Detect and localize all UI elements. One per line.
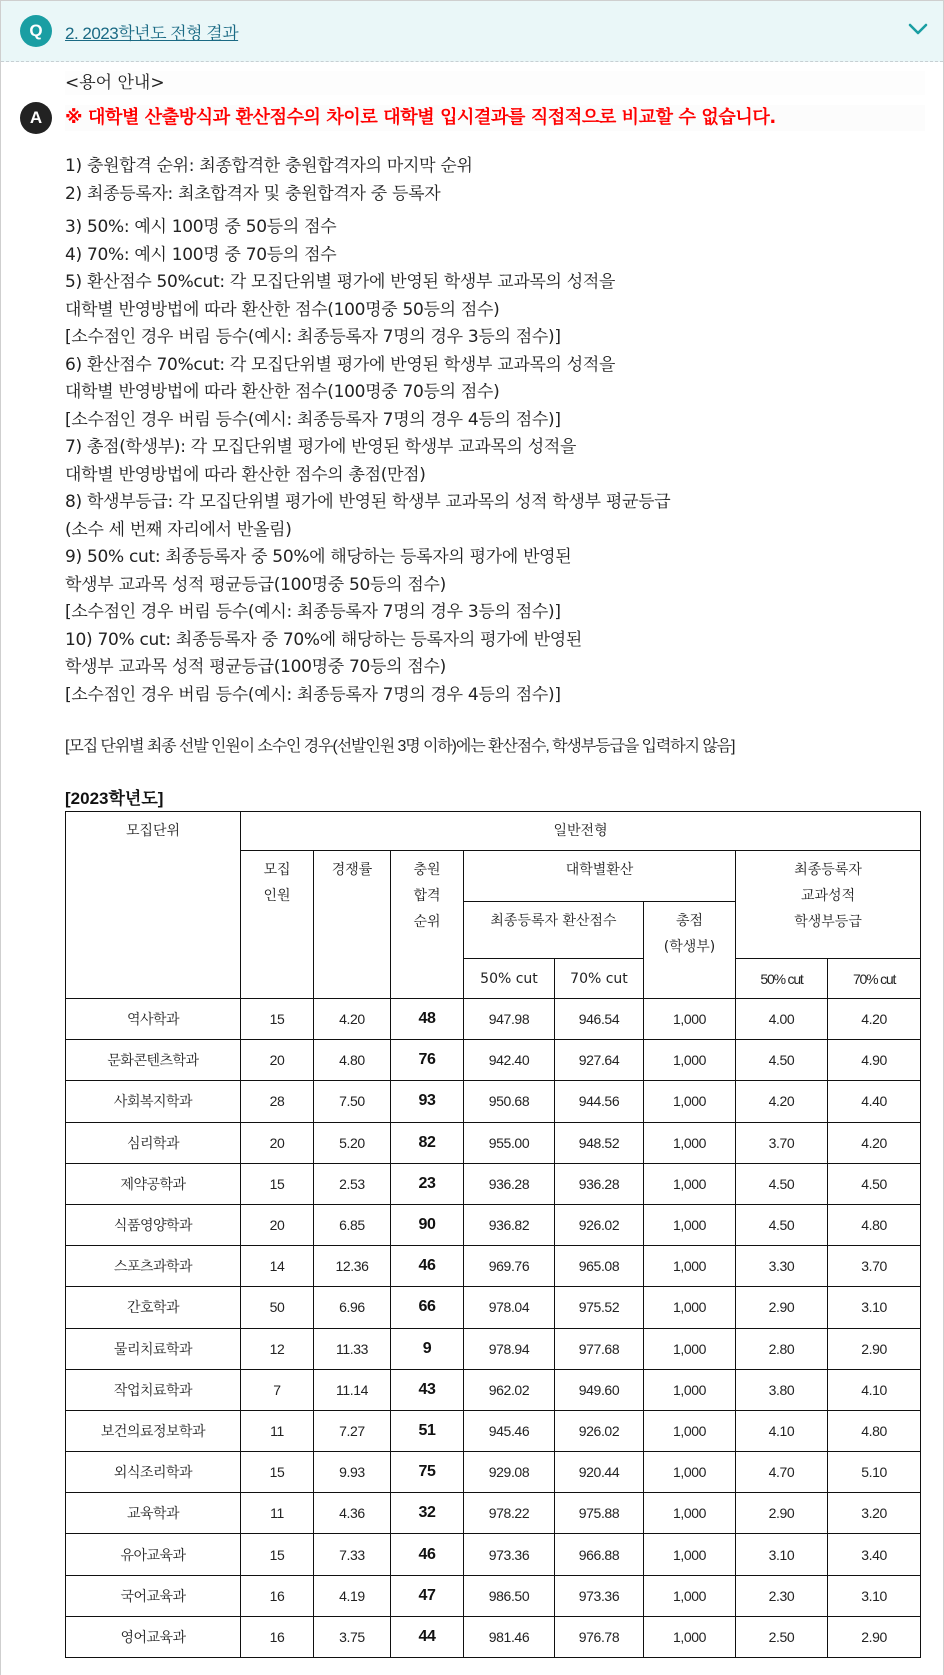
score-cut50-cell: 973.36	[464, 1534, 555, 1575]
waitlist-rank-cell: 32	[391, 1493, 464, 1534]
total-score-cell: 1,000	[644, 1369, 736, 1410]
competition-cell: 5.20	[314, 1122, 391, 1163]
score-cut50-cell: 978.94	[464, 1328, 555, 1369]
score-cut50-cell: 936.28	[464, 1163, 555, 1204]
definition-line: 대학별 반영방법에 따라 환산한 점수(100명중 70등의 점수)	[65, 382, 500, 402]
grade-cut50-cell: 2.30	[736, 1575, 828, 1616]
header-unit: 모집단위	[66, 812, 241, 999]
header-score-cut50: 50% cut	[464, 959, 555, 999]
answer-body	[65, 63, 925, 1658]
definition-line: 5) 환산점수 50%cut: 각 모집단위별 평가에 반영된 학생부 교과목의 성적을	[65, 272, 616, 292]
grade-cut50-cell: 4.50	[736, 1204, 828, 1245]
grade-cut50-cell: 4.50	[736, 1163, 828, 1204]
table-row	[66, 1163, 921, 1204]
competition-cell: 11.14	[314, 1369, 391, 1410]
definition-line: 6) 환산점수 70%cut: 각 모집단위별 평가에 반영된 학생부 교과목의 성적을	[65, 354, 616, 375]
quota-cell: 15	[241, 1452, 314, 1493]
unit-cell: 물리치료학과	[66, 1328, 241, 1369]
waitlist-rank-cell: 44	[391, 1616, 464, 1657]
waitlist-rank-cell: 43	[391, 1369, 464, 1410]
grade-cut50-cell: 4.20	[736, 1081, 828, 1122]
score-cut70-cell: 965.08	[555, 1246, 644, 1287]
competition-cell: 9.93	[314, 1452, 391, 1493]
total-score-cell: 1,000	[644, 1040, 736, 1081]
unit-cell: 영어교육과	[66, 1616, 241, 1657]
table-row	[66, 1287, 921, 1328]
waitlist-rank-cell: 23	[391, 1163, 464, 1204]
unit-cell: 식품영양학과	[66, 1204, 241, 1245]
total-score-cell: 1,000	[644, 1081, 736, 1122]
total-score-cell: 1,000	[644, 1163, 736, 1204]
total-score-cell: 1,000	[644, 1204, 736, 1245]
grade-cut70-cell: 4.80	[828, 1410, 921, 1451]
score-cut70-cell: 948.52	[555, 1122, 644, 1163]
score-cut70-cell: 927.64	[555, 1040, 644, 1081]
header-score-cut70: 70% cut	[555, 959, 644, 999]
definition-line: 대학별 반영방법에 따라 환산한 점수의 총점(만점)	[65, 464, 426, 485]
score-cut70-cell: 944.56	[555, 1081, 644, 1122]
competition-cell: 2.53	[314, 1163, 391, 1204]
grade-cut70-cell: 2.90	[828, 1616, 921, 1657]
waitlist-rank-cell: 46	[391, 1246, 464, 1287]
header-total-score: 총점 (학생부)	[644, 902, 736, 999]
question-badge: Q	[20, 15, 52, 47]
term-guide-title: <용어 안내>	[65, 71, 925, 95]
definition-line: [소수점인 경우 버림 등수(예시: 최종등록자 7명의 경우 4등의 점수)]	[65, 409, 561, 430]
grade-cut50-cell: 2.80	[736, 1328, 828, 1369]
unit-cell: 유아교육과	[66, 1534, 241, 1575]
waitlist-rank-cell: 9	[391, 1328, 464, 1369]
unit-cell: 간호학과	[66, 1287, 241, 1328]
grade-cut70-cell: 2.90	[828, 1328, 921, 1369]
definition-line: 7) 총점(학생부): 각 모집단위별 평가에 반영된 학생부 교과목의 성적을	[65, 437, 577, 457]
quota-cell: 11	[241, 1410, 314, 1451]
grade-cut70-cell: 4.90	[828, 1040, 921, 1081]
definition-line: [소수점인 경우 버림 등수(예시: 최종등록자 7명의 경우 3등의 점수)]	[65, 602, 561, 622]
header-general-admission: 일반전형	[241, 812, 921, 851]
unit-cell: 제약공학과	[66, 1163, 241, 1204]
table-row	[66, 1452, 921, 1493]
score-cut70-cell: 936.28	[555, 1163, 644, 1204]
score-cut70-cell: 973.36	[555, 1575, 644, 1616]
unit-cell: 보건의료정보학과	[66, 1410, 241, 1451]
grade-cut50-cell: 3.30	[736, 1246, 828, 1287]
grade-cut70-cell: 4.40	[828, 1081, 921, 1122]
definition-line: 10) 70% cut: 최종등록자 중 70%에 해당하는 등록자의 평가에 반영된	[65, 629, 582, 650]
table-row	[66, 1493, 921, 1534]
score-cut70-cell: 976.78	[555, 1616, 644, 1657]
total-score-cell: 1,000	[644, 1616, 736, 1657]
competition-cell: 7.33	[314, 1534, 391, 1575]
unit-cell: 국어교육과	[66, 1575, 241, 1616]
grade-cut70-cell: 3.20	[828, 1493, 921, 1534]
quota-cell: 28	[241, 1081, 314, 1122]
unit-cell: 문화콘텐츠학과	[66, 1040, 241, 1081]
score-cut50-cell: 942.40	[464, 1040, 555, 1081]
unit-cell: 외식조리학과	[66, 1452, 241, 1493]
competition-cell: 12.36	[314, 1246, 391, 1287]
unit-cell: 스포츠과학과	[66, 1246, 241, 1287]
score-cut50-cell: 969.76	[464, 1246, 555, 1287]
definition-line: 4) 70%: 예시 100명 중 70등의 점수	[65, 244, 337, 265]
quota-cell: 20	[241, 1204, 314, 1245]
competition-cell: 3.75	[314, 1616, 391, 1657]
waitlist-rank-cell: 51	[391, 1410, 464, 1451]
definition-line: 2) 최종등록자: 최초합격자 및 충원합격자 중 등록자	[65, 183, 441, 204]
score-cut50-cell: 929.08	[464, 1452, 555, 1493]
waitlist-rank-cell: 48	[391, 999, 464, 1040]
header-competition: 경쟁률	[314, 851, 391, 999]
grade-cut70-cell: 4.10	[828, 1369, 921, 1410]
definition-line: 학생부 교과목 성적 평균등급(100명중 50등의 점수)	[65, 574, 446, 595]
quota-cell: 15	[241, 1534, 314, 1575]
score-cut50-cell: 955.00	[464, 1122, 555, 1163]
table-row	[66, 1616, 921, 1657]
results-table	[65, 811, 921, 1658]
waitlist-rank-cell: 66	[391, 1287, 464, 1328]
grade-cut70-cell: 4.20	[828, 999, 921, 1040]
total-score-cell: 1,000	[644, 1575, 736, 1616]
competition-cell: 6.85	[314, 1204, 391, 1245]
competition-cell: 11.33	[314, 1328, 391, 1369]
total-score-cell: 1,000	[644, 1122, 736, 1163]
quota-cell: 15	[241, 999, 314, 1040]
score-cut50-cell: 986.50	[464, 1575, 555, 1616]
unit-cell: 작업치료학과	[66, 1369, 241, 1410]
grade-cut50-cell: 2.90	[736, 1493, 828, 1534]
grade-cut50-cell: 2.90	[736, 1287, 828, 1328]
competition-cell: 4.36	[314, 1493, 391, 1534]
grade-cut70-cell: 4.20	[828, 1122, 921, 1163]
answer-badge: A	[20, 102, 52, 134]
total-score-cell: 1,000	[644, 1534, 736, 1575]
quota-cell: 7	[241, 1369, 314, 1410]
table-row	[66, 1081, 921, 1122]
table-row	[66, 1040, 921, 1081]
definition-line: 8) 학생부등급: 각 모집단위별 평가에 반영된 학생부 교과목의 성적 학생부 평균등급	[65, 492, 671, 512]
header-final-score: 최종등록자 환산점수	[464, 902, 644, 959]
definition-line: 1) 충원합격 순위: 최종합격한 충원합격자의 마지막 순위	[65, 156, 473, 176]
waitlist-rank-cell: 82	[391, 1122, 464, 1163]
header-waitlist-rank: 충원 합격 순위	[391, 851, 464, 999]
score-cut70-cell: 975.52	[555, 1287, 644, 1328]
score-cut70-cell: 920.44	[555, 1452, 644, 1493]
waitlist-rank-cell: 90	[391, 1204, 464, 1245]
score-cut70-cell: 975.88	[555, 1493, 644, 1534]
score-cut50-cell: 981.46	[464, 1616, 555, 1657]
grade-cut50-cell: 4.00	[736, 999, 828, 1040]
grade-cut70-cell: 4.80	[828, 1204, 921, 1245]
quota-cell: 20	[241, 1122, 314, 1163]
definition-line: 대학별 반영방법에 따라 환산한 점수(100명중 50등의 점수)	[65, 299, 500, 320]
quota-cell: 11	[241, 1493, 314, 1534]
definition-line: [소수점인 경우 버림 등수(예시: 최종등록자 7명의 경우 4등의 점수)]	[65, 684, 561, 705]
chevron-down-icon[interactable]	[907, 21, 929, 37]
quota-cell: 14	[241, 1246, 314, 1287]
grade-cut50-cell: 3.10	[736, 1534, 828, 1575]
quota-cell: 12	[241, 1328, 314, 1369]
header-grade-cut70: 70% cut	[828, 959, 921, 999]
competition-cell: 4.20	[314, 999, 391, 1040]
table-row	[66, 1534, 921, 1575]
unit-cell: 심리학과	[66, 1122, 241, 1163]
table-row	[66, 1328, 921, 1369]
total-score-cell: 1,000	[644, 1287, 736, 1328]
table-row	[66, 1122, 921, 1163]
grade-cut50-cell: 2.50	[736, 1616, 828, 1657]
competition-cell: 4.80	[314, 1040, 391, 1081]
score-cut70-cell: 949.60	[555, 1369, 644, 1410]
year-heading: [2023학년도]	[65, 789, 164, 808]
waitlist-rank-cell: 46	[391, 1534, 464, 1575]
table-row	[66, 1575, 921, 1616]
definition-line: [소수점인 경우 버림 등수(예시: 최종등록자 7명의 경우 3등의 점수)]	[65, 327, 561, 347]
quota-cell: 20	[241, 1040, 314, 1081]
score-cut50-cell: 936.82	[464, 1204, 555, 1245]
grade-cut70-cell: 3.70	[828, 1246, 921, 1287]
score-cut50-cell: 947.98	[464, 999, 555, 1040]
header-grade-cut50: 50% cut	[736, 959, 828, 999]
score-cut70-cell: 926.02	[555, 1204, 644, 1245]
table-row	[66, 1369, 921, 1410]
warning-text: ※ 대학별 산출방식과 환산점수의 차이로 대학별 입시결과를 직접적으로 비교할 수 없습니다.	[65, 105, 925, 131]
total-score-cell: 1,000	[644, 1452, 736, 1493]
score-cut50-cell: 962.02	[464, 1369, 555, 1410]
notice-text: [모집 단위별 최종 선발 인원이 소수인 경우(선발인원 3명 이하)에는 환산점수, 학생부등급을 입력하지 않음]	[65, 738, 735, 755]
table-row	[66, 1246, 921, 1287]
quota-cell: 16	[241, 1575, 314, 1616]
quota-cell: 15	[241, 1163, 314, 1204]
table-row	[66, 999, 921, 1040]
grade-cut70-cell: 3.10	[828, 1287, 921, 1328]
score-cut50-cell: 950.68	[464, 1081, 555, 1122]
score-cut50-cell: 978.22	[464, 1493, 555, 1534]
definition-line: (소수 세 번째 자리에서 반올림)	[65, 519, 292, 540]
competition-cell: 7.50	[314, 1081, 391, 1122]
unit-cell: 교육학과	[66, 1493, 241, 1534]
definition-line: 9) 50% cut: 최종등록자 중 50%에 해당하는 등록자의 평가에 반영된	[65, 547, 572, 567]
total-score-cell: 1,000	[644, 1328, 736, 1369]
unit-cell: 사회복지학과	[66, 1081, 241, 1122]
question-header[interactable]	[1, 1, 943, 62]
header-quota: 모집 인원	[241, 851, 314, 999]
total-score-cell: 1,000	[644, 1493, 736, 1534]
grade-cut50-cell: 3.70	[736, 1122, 828, 1163]
definition-line: 3) 50%: 예시 100명 중 50등의 점수	[65, 217, 337, 237]
competition-cell: 6.96	[314, 1287, 391, 1328]
quota-cell: 16	[241, 1616, 314, 1657]
header-univ-conversion: 대학별환산	[464, 851, 736, 902]
grade-cut70-cell: 3.10	[828, 1575, 921, 1616]
waitlist-rank-cell: 76	[391, 1040, 464, 1081]
header-final-grade: 최종등록자 교과성적 학생부등급	[736, 851, 921, 959]
competition-cell: 4.19	[314, 1575, 391, 1616]
score-cut50-cell: 978.04	[464, 1287, 555, 1328]
waitlist-rank-cell: 75	[391, 1452, 464, 1493]
waitlist-rank-cell: 93	[391, 1081, 464, 1122]
grade-cut50-cell: 4.50	[736, 1040, 828, 1081]
grade-cut70-cell: 4.50	[828, 1163, 921, 1204]
table-row	[66, 1204, 921, 1245]
table-row	[66, 1410, 921, 1451]
score-cut70-cell: 946.54	[555, 999, 644, 1040]
grade-cut50-cell: 4.10	[736, 1410, 828, 1451]
total-score-cell: 1,000	[644, 999, 736, 1040]
score-cut70-cell: 926.02	[555, 1410, 644, 1451]
score-cut50-cell: 945.46	[464, 1410, 555, 1451]
grade-cut70-cell: 3.40	[828, 1534, 921, 1575]
total-score-cell: 1,000	[644, 1410, 736, 1451]
definition-line: 학생부 교과목 성적 평균등급(100명중 70등의 점수)	[65, 657, 446, 677]
unit-cell: 역사학과	[66, 999, 241, 1040]
grade-cut50-cell: 4.70	[736, 1452, 828, 1493]
score-cut70-cell: 977.68	[555, 1328, 644, 1369]
total-score-cell: 1,000	[644, 1246, 736, 1287]
definitions-list	[65, 153, 925, 709]
grade-cut50-cell: 3.80	[736, 1369, 828, 1410]
score-cut70-cell: 966.88	[555, 1534, 644, 1575]
quota-cell: 50	[241, 1287, 314, 1328]
grade-cut70-cell: 5.10	[828, 1452, 921, 1493]
competition-cell: 7.27	[314, 1410, 391, 1451]
question-title-link[interactable]: 2. 2023학년도 전형 결과	[65, 23, 239, 43]
waitlist-rank-cell: 47	[391, 1575, 464, 1616]
